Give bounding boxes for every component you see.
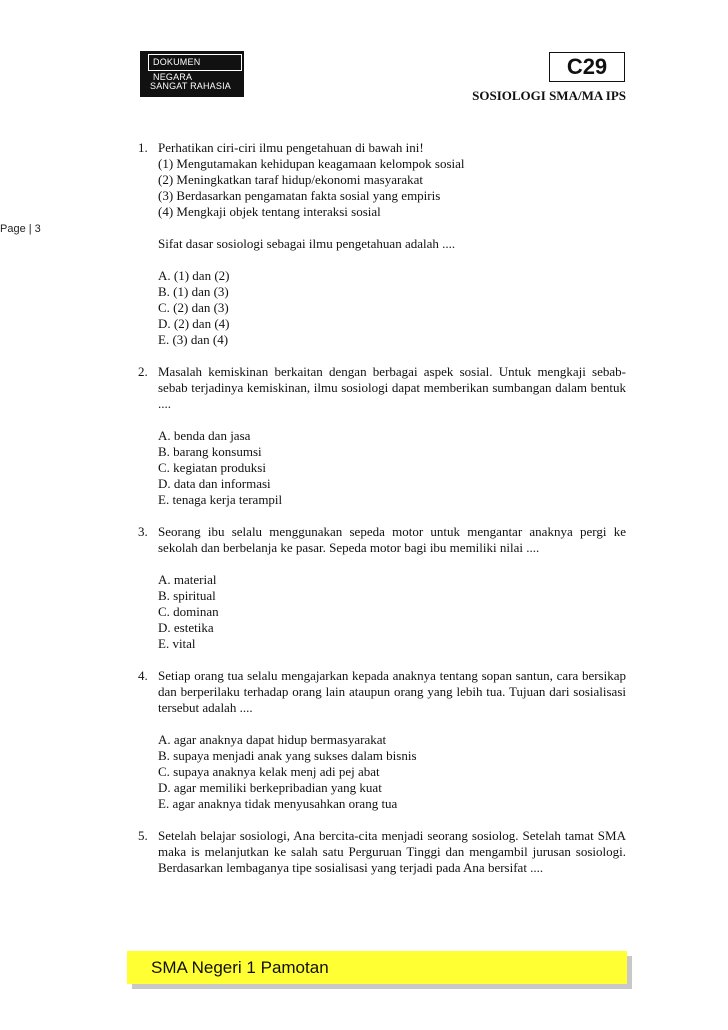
question-text: Masalah kemiskinan berkaitan dengan berbagai aspek sosial. Untuk mengkaji sebab-sebab terjadinya kemiskinan, ilmu sosiologi dapat memberikan sumbangan dalam bentuk .... (158, 364, 626, 411)
answer-option-a: A. benda dan jasa (158, 428, 251, 443)
classification-stamp (140, 51, 244, 97)
answer-option-a: A. (1) dan (2) (158, 268, 230, 283)
answer-options (158, 428, 626, 508)
question-2 (138, 364, 626, 508)
statement-item: (1) Mengutamakan kehidupan keagamaan kelompok sosial (158, 156, 465, 171)
answer-option-a: A. material (158, 572, 217, 587)
question-text: Seorang ibu selalu menggunakan sepeda motor untuk mengantar anaknya pergi ke sekolah dan berbelanja ke pasar. Sepeda motor bagi ibu memiliki nilai .... (158, 524, 626, 555)
answer-option-d: D. estetika (158, 620, 214, 635)
question-number: 4. (138, 668, 148, 683)
answer-option-d: D. data dan informasi (158, 476, 271, 491)
question-number: 5. (138, 828, 148, 843)
page-number: Page | 3 (0, 223, 41, 235)
answer-option-b: B. supaya menjadi anak yang sukses dalam bisnis (158, 748, 417, 763)
question-list (138, 140, 626, 892)
question-text: Setelah belajar sosiologi, Ana bercita-cita menjadi seorang sosiolog. Setelah tamat SMA maka is melanjutkan ke salah satu Perguruan Tinggi dan mengambil jurusan sosiologi. Berdasarkan lembaganya tipe sosialisasi yang terjadi pada Ana bersifat .... (158, 828, 626, 875)
statement-item: (4) Mengkaji objek tentang interaksi sosial (158, 204, 381, 219)
answer-option-c: C. kegiatan produksi (158, 460, 266, 475)
statement-item: (3) Berdasarkan pengamatan fakta sosial yang empiris (158, 188, 441, 203)
answer-option-a: A. agar anaknya dapat hidup bermasyarakat (158, 732, 387, 747)
question-5 (138, 828, 626, 876)
stamp-line-1: DOKUMEN NEGARA (148, 54, 242, 71)
answer-option-c: C. (2) dan (3) (158, 300, 229, 315)
answer-option-e: E. agar anaknya tidak menyusahkan orang tua (158, 796, 398, 811)
question-text: Perhatikan ciri-ciri ilmu pengetahuan di bawah ini! (158, 140, 424, 155)
answer-option-d: D. (2) dan (4) (158, 316, 230, 331)
question-1 (138, 140, 626, 348)
answer-options (158, 268, 626, 348)
answer-option-b: B. barang konsumsi (158, 444, 262, 459)
answer-option-d: D. agar memiliki berkepribadian yang kuat (158, 780, 382, 795)
answer-option-e: E. (3) dan (4) (158, 332, 229, 347)
answer-option-b: B. (1) dan (3) (158, 284, 229, 299)
exam-code-box: C29 (549, 52, 625, 82)
statement-item: (2) Meningkatkan taraf hidup/ekonomi masyarakat (158, 172, 423, 187)
answer-option-c: C. supaya anaknya kelak menj adi pej abat (158, 764, 380, 779)
stamp-line-2: SANGAT RAHASIA (150, 81, 231, 91)
answer-option-e: E. vital (158, 636, 196, 651)
question-number: 1. (138, 140, 148, 155)
answer-options (158, 572, 626, 652)
question-text: Setiap orang tua selalu mengajarkan kepada anaknya tentang sopan santun, cara bersikap dan berperilaku terhadap orang lain ataupun orang yang lebih tua. Tujuan dari sosialisasi tersebut adalah .... (158, 668, 626, 715)
answer-option-e: E. tenaga kerja terampil (158, 492, 283, 507)
question-prompt: Sifat dasar sosiologi sebagai ilmu pengetahuan adalah .... (158, 236, 456, 251)
question-number: 3. (138, 524, 148, 539)
exam-subject: SOSIOLOGI SMA/MA IPS (472, 88, 626, 103)
school-name: SMA Negeri 1 Pamotan (151, 958, 329, 977)
answer-options (158, 732, 626, 812)
statement-list (158, 156, 626, 220)
answer-option-b: B. spiritual (158, 588, 216, 603)
answer-option-c: C. dominan (158, 604, 219, 619)
question-number: 2. (138, 364, 148, 379)
question-4 (138, 668, 626, 812)
question-3 (138, 524, 626, 652)
